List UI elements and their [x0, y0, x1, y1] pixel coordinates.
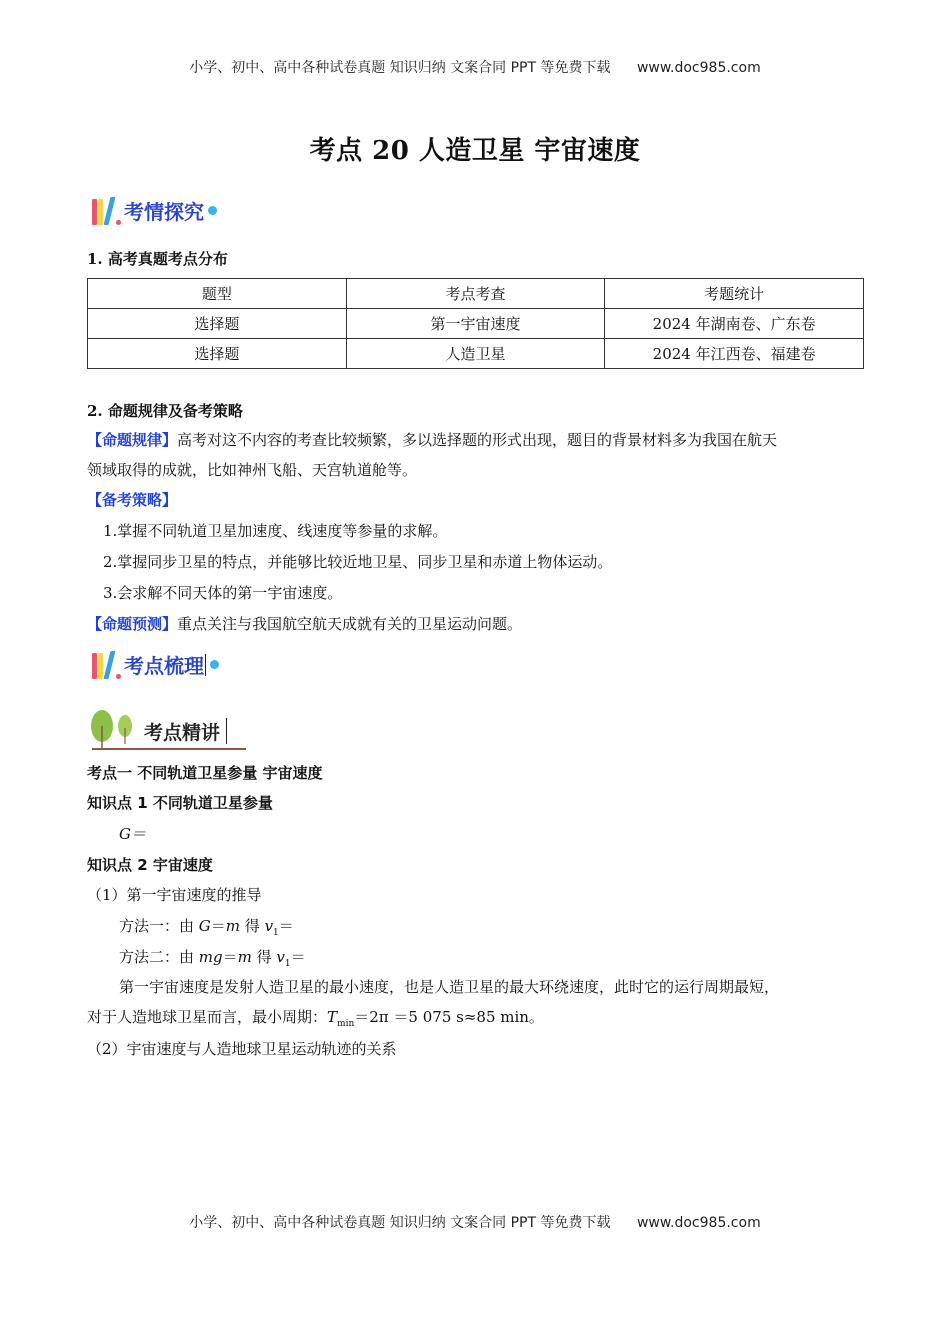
- dot-icon: [116, 220, 121, 225]
- law-label: 【命题规律】: [87, 431, 178, 449]
- books-icon: [92, 197, 113, 225]
- math-op: ＝: [222, 948, 238, 966]
- explanation-text: ＝2π ＝5 075 s≈85 min。: [354, 1008, 544, 1026]
- math-subscript: 1: [273, 928, 279, 938]
- method-text: 得: [240, 917, 265, 935]
- strategy-item: 2.掌握同步卫星的特点，并能够比较近地卫星、同步卫星和赤道上物体运动。: [103, 553, 613, 571]
- proposition-law: [87, 425, 867, 639]
- point-title: 考点一 不同轨道卫星参量 宇宙速度: [87, 764, 323, 782]
- knowledge-point-1-title: 知识点 1 不同轨道卫星参量: [87, 794, 273, 812]
- math-var: mg: [198, 948, 223, 966]
- forecast-label: 【命题预测】: [87, 615, 178, 633]
- footer-text: 小学、初中、高中各种试卷真题 知识归纳 文案合同 PPT 等免费下载: [189, 1215, 611, 1231]
- table-row: [88, 339, 864, 369]
- header-text: 小学、初中、高中各种试卷真题 知识归纳 文案合同 PPT 等免费下载: [189, 60, 611, 76]
- law-text: 高考对这不内容的考查比较频繁，多以选择题的形式出现，题目的背景材料多为我国在航天: [177, 431, 778, 449]
- badge-exam-exploration: [92, 196, 217, 225]
- math-op: ＝: [210, 917, 226, 935]
- dot-icon: [210, 660, 219, 669]
- strategy-item: 1.掌握不同轨道卫星加速度、线速度等参量的求解。: [103, 522, 448, 540]
- table-header-cell: 考题统计: [605, 279, 864, 309]
- badge-knowledge-review: [92, 650, 219, 679]
- tree-icon: [88, 704, 138, 750]
- footer-url[interactable]: www.doc985.com: [636, 1215, 761, 1231]
- table-header-cell: 题型: [88, 279, 347, 309]
- table-header-row: [88, 279, 864, 309]
- page-title: 考点 20 人造卫星 宇宙速度: [309, 136, 641, 166]
- table-cell: 第一宇宙速度: [346, 309, 605, 339]
- badge-label: 考情探究: [124, 200, 204, 224]
- text-cursor: [226, 718, 227, 744]
- section-heading: 2. 命题规律及备考策略: [87, 402, 243, 420]
- math-subscript: 1: [284, 959, 291, 969]
- method-prefix: 方法一：由: [119, 917, 199, 935]
- formula-g: G＝: [119, 825, 146, 843]
- strategy-label: 【备考策略】: [87, 491, 178, 509]
- page-footer: [0, 1212, 950, 1232]
- table-cell: 2024 年湖南卷、广东卷: [605, 309, 864, 339]
- strategy-item: 3.会求解不同天体的第一宇宙速度。: [103, 584, 343, 602]
- math-op: ＝: [278, 917, 294, 935]
- table-cell: 2024 年江西卷、福建卷: [605, 339, 864, 369]
- exam-distribution-table: [87, 278, 864, 369]
- explanation-text: 对于人造地球卫星而言，最小周期：: [87, 1008, 328, 1026]
- page-header: [0, 57, 950, 77]
- dot-icon: [208, 206, 217, 215]
- math-var: v: [264, 917, 274, 935]
- explanation-line: 第一宇宙速度是发射人造卫星的最小速度，也是人造卫星的最大环绕速度，此时它的运行周期最短，: [119, 978, 780, 996]
- table-cell: 选择题: [88, 339, 347, 369]
- method-text: 得: [251, 948, 277, 966]
- ground-line: [92, 748, 246, 750]
- math-var: v: [276, 948, 285, 966]
- text-cursor: [205, 654, 206, 676]
- table-cell: 人造卫星: [346, 339, 605, 369]
- badge-key-lecture: [88, 704, 246, 750]
- math-var: G: [198, 917, 211, 935]
- math-var: T: [327, 1008, 338, 1026]
- header-url[interactable]: www.doc985.com: [636, 60, 761, 76]
- badge-label: 考点梳理: [124, 654, 204, 678]
- dot-icon: [116, 674, 121, 679]
- sub-heading-2: （2）宇宙速度与人造地球卫星运动轨迹的关系: [87, 1040, 397, 1058]
- table-row: [88, 309, 864, 339]
- knowledge-point-2-title: 知识点 2 宇宙速度: [87, 856, 213, 874]
- explanation: [87, 972, 867, 1039]
- books-icon: [92, 651, 113, 679]
- math-var: m: [225, 917, 241, 935]
- math-subscript: min: [337, 1019, 355, 1029]
- math-op: ＝: [290, 948, 306, 966]
- law-text: 领域取得的成就，比如神州飞船、天宫轨道舱等。: [87, 461, 418, 479]
- method-prefix: 方法二：由: [119, 948, 199, 966]
- math-var: m: [237, 948, 252, 966]
- table-header-cell: 考点考查: [346, 279, 605, 309]
- forecast-text: 重点关注与我国航空航天成就有关的卫星运动问题。: [177, 615, 523, 633]
- table-cell: 选择题: [88, 309, 347, 339]
- sub-heading-1: （1）第一宇宙速度的推导: [87, 886, 262, 904]
- section-heading: 1. 高考真题考点分布: [87, 250, 228, 268]
- badge-label: 考点精讲: [144, 722, 221, 744]
